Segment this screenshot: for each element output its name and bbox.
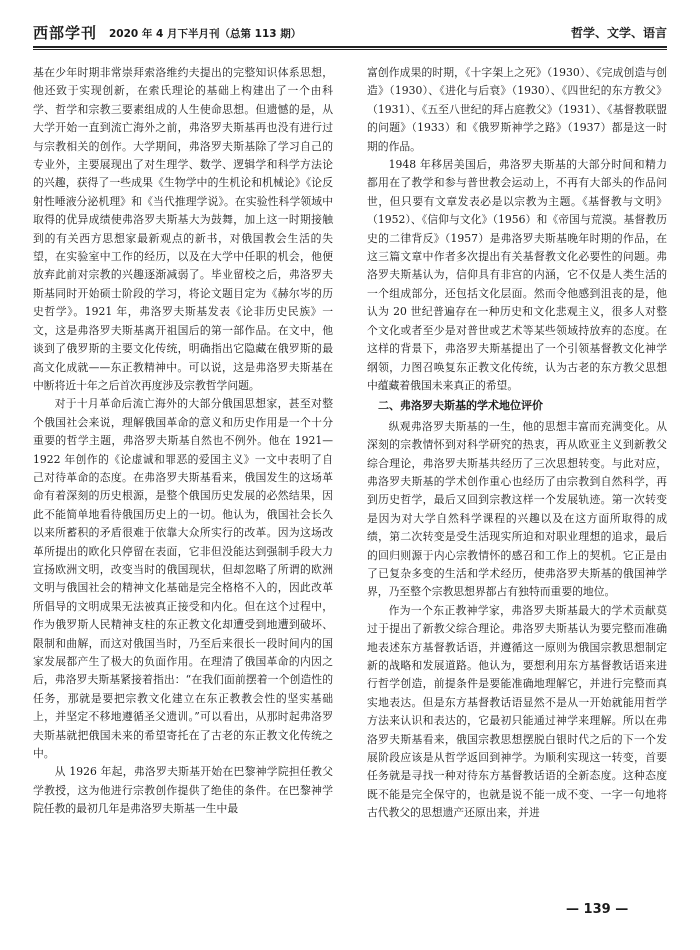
header-rule-thick <box>33 46 667 48</box>
section-name: 哲学、文学、语言 <box>570 26 667 40</box>
journal-title: 西部学刊 <box>33 24 98 42</box>
paragraph: 从 1926 年起，弗洛罗夫斯基开始在巴黎神学院担任教父学教授，这为他进行宗教创作提供了绝佳的条件。在巴黎神学院任教的最初几年是弗洛罗夫斯基一生中最 <box>33 765 333 816</box>
page-number: — 139 — <box>566 902 629 917</box>
paragraph: 纵观弗洛罗夫斯基的一生，他的思想丰富而充满变化。从深刻的宗教情怀到对科学研究的热衷，再从欧亚主义到新教父综合理论，弗洛罗夫斯基共经历了三次思想转变。与此对应，弗洛罗夫斯基的学术创作重心也经历了由宗教到自然科学，再到历史哲学，最后又回到宗教这样一个发展轨迹。第一次转变是因为对大学自然科学课程的兴趣以及在这方面所取得的成绩，第二次转变是受生活现实所迫和对职业理想的追求，最后的回归则源于内心宗教情怀的感召和工作上的契机。它正是由了已复杂多变的生活和学术经历，使弗洛罗夫斯基的俄国神学界，乃至整个宗教思想界都占有独特而重要的地位。 <box>367 419 667 599</box>
paragraph: 对于十月革命后流亡海外的大部分俄国思想家，甚至对整个俄国社会来说，理解俄国革命的意义和历史作用是一个十分重要的哲学主题，弗洛罗夫斯基自然也不例外。他在 1921—1922 年创作的《论虚诚和罪恶的爱国主义》一文中表明了自己对待革命的态度。在弗洛罗夫斯基看来，俄国发生的这场革命有着深刻的历史根源，是整个俄国历史发展的必然结果，因此不能简单地看待俄国历史上的一切。他认为，俄国社会长久以来所蓄积的矛盾很难于依靠大众所实行的改革。因为这场改革所提出的欧化只停留在表面，它非但没能达到强制手段大力宣扬欧洲文明，改变当时的俄国现状，但却忽略了所谓的欧洲文明与俄国社会的精神文化基础是完全格格不入的，因此改革所倡导的文明成果无法被真正接受和内化。但在这个过程中，作为俄罗斯人民精神支柱的东正教文化却遭受到地遭到破坏、限制和曲解，而这对俄国当时，乃至后来很长一段时间内的国家发展都产生了极大的负面作用。在理清了俄国革命的内因之后，弗洛罗夫斯基紧接着指出：“在我们面前摆着一个创造性的任务，那就是要把宗教文化建立在东正教教会性的坚实基础上，并坚定不移地遵循圣父遗训。”可以看出，从那时起弗洛罗夫斯基就把俄国未来的希望寄托在了古老的东正教文化传统之中。 <box>33 397 333 761</box>
header-rule-thin <box>33 49 667 50</box>
paragraph: 作为一个东正教神学家，弗洛罗夫斯基最大的学术贡献莫过于提出了新教父综合理论。弗洛罗夫斯基认为要完整而准确地表述东方基督教话语，并遵循这一原则为俄国宗教思想制定新的战略和发展道路。他认为，要想利用东方基督教话语来进行哲学创造，前提条件是要能准确地理解它，并进行完整而真实地表达。但是东方基督教话语显然不是从一开始就能用哲学方法来认识和表达的，它最初只能通过神学来理解。所以在弗洛罗夫斯基看来，俄国宗教思想摆脱白银时代之后的下一个发展阶段应该是从哲学返回到神学。为顺利实现这一转变，首要任务就是寻找一种对待东方基督教话语的全新态度。这种态度既不能是完全保守的，也就是说不能一成不变、一字一句地将古代教父的思想遗产还原出来，并进 <box>367 603 667 820</box>
running-header <box>33 22 667 46</box>
left-column <box>33 64 333 819</box>
paragraph: 富创作成果的时期，《十字架上之死》（1930）、《完成创造与创造》（1930）、《进化与后衰》（1930）、《四世纪的东方教父》（1931）、《五至八世纪的拜占庭教父》（1931）、《基督教联盟的问题》（1933）和《俄罗斯神学之路》（1937）都是这一时期的作品。 <box>367 66 667 153</box>
paragraph: 1948 年移居美国后，弗洛罗夫斯基的大部分时间和精力都用在了教学和参与普世教会运动上，不再有大部头的作品问世，但只要有文章发表必是以宗教为主题。《基督教与文明》（1952）、《信仰与文化》（1956）和《帝国与荒漠。基督教历史的二律背反》（1957）是弗洛罗夫斯基晚年时期的作品，在这三篇文章中作者多次提出有关基督教文化必要性的问题。弗洛罗夫斯基认为，信仰具有非宫的内涵，它不仅是人类生活的一个组成部分，还包括文化层面。然而令他感到沮丧的是，他认为 20 世纪普遍存在一种历史和文化悲观主义，很多人对整个文化或者至少是对普世或艺术等某些领域持放弃的态度。在这样的背景下，弗洛罗夫斯基提出了一个引领基督教文化神学纲领，力图召唤复东正教文化传统，认为古老的东方教父思想中蕴藏着俄国未来真正的希望。 <box>367 158 667 392</box>
right-column <box>367 64 667 823</box>
paragraph: 基在少年时期非常崇拜索洛维约夫提出的完整知识体系思想，他还致于实现创新，在索氏理论的基础上构建出了一个由科学、哲学和宗教三要素组成的人生使命思想。但遗憾的是，从大学开始一直到流亡海外之前，弗洛罗夫斯基再也没有进行过与宗教相关的创作。大学期间，弗洛罗夫斯基除了学习自己的专业外，主要展现出了对生理学、数学、逻辑学和科学方法论的兴趣，获得了一些成果《生物学中的生机论和机械论》《论反射性唾液分泌机理》和《当代推理学说》。在实验性科学领域中取得的优异成绩使弗洛罗夫斯基大为鼓舞，加上这一时期接触到的有关西方思想家最新观点的新书，对俄国教会生活的失望，在实验室中工作的经历，以及在大学中任职的机会，他便放弃此前对宗教的兴趣逐渐减弱了。毕业留校之后，弗洛罗夫斯基同时开始硕士阶段的学习，将论文题目定为《赫尔岑的历史哲学》。1921 年，弗洛罗夫斯基发表《论非历史民族》一文，这是弗洛罗夫斯基离开祖国后的第一部作品。在文中，他谈到了俄罗斯的主要文化传统，明确指出它隐藏在俄罗斯的最高文化成就——东正教精神中。可以说，这是弗洛罗夫斯基在中断将近十年之后首次再度涉及宗教哲学问题。 <box>33 66 333 392</box>
section-heading: 二、弗洛罗夫斯基的学术地位评价 <box>378 399 543 413</box>
issue-info: 2020 年 4 月下半月刊（总第 113 期） <box>109 28 302 40</box>
